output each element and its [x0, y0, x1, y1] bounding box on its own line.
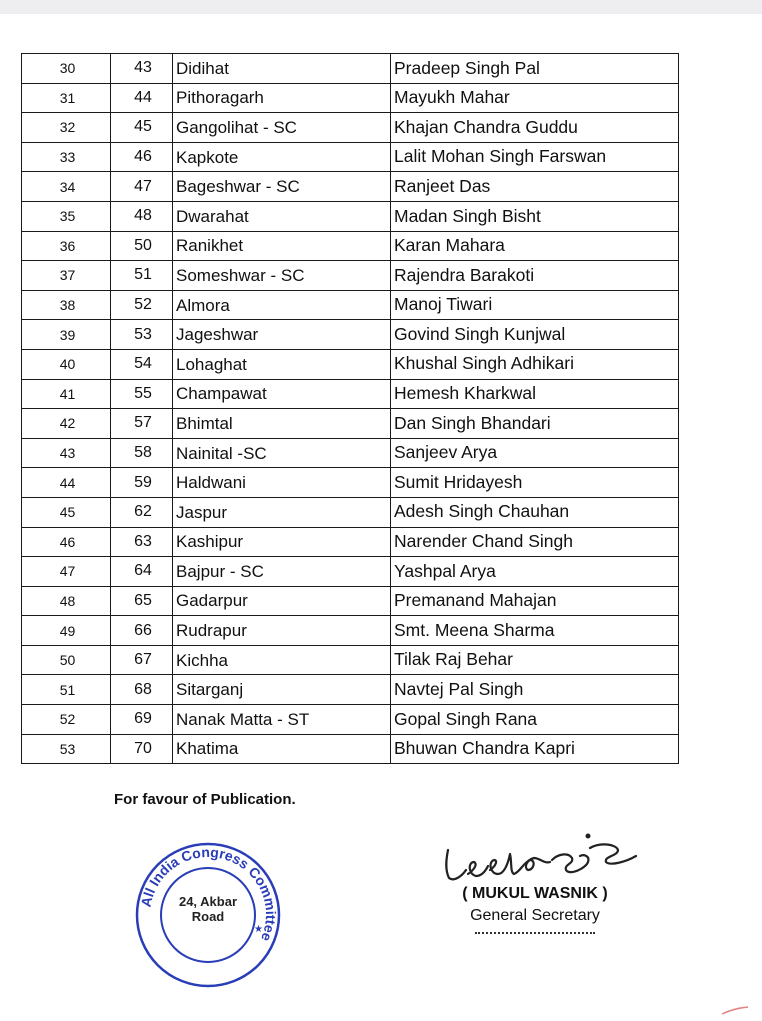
serial-number-cell: 30 — [22, 54, 111, 84]
cut-off-text-line — [475, 929, 595, 935]
table-row — [22, 83, 679, 113]
signature — [440, 826, 650, 886]
publication-note: For favour of Publication. — [114, 791, 296, 808]
seal-ring-text: All India Congress Committee — [137, 843, 280, 944]
ac-number-cell: 57 — [111, 409, 173, 439]
ac-number-cell: 43 — [111, 54, 173, 84]
ac-number-cell: 68 — [111, 675, 173, 705]
signatory-name: ( MUKUL WASNIK ) — [462, 885, 608, 902]
table-row — [22, 349, 679, 379]
constituency-cell: Nainital -SC — [173, 438, 391, 468]
serial-number-cell: 45 — [22, 497, 111, 527]
ac-number-cell: 45 — [111, 113, 173, 143]
candidate-name-cell: Gopal Singh Rana — [391, 705, 679, 735]
ac-number-cell: 53 — [111, 320, 173, 350]
serial-number-cell: 37 — [22, 261, 111, 291]
table-row — [22, 261, 679, 291]
ac-number-cell: 64 — [111, 557, 173, 587]
constituency-cell: Pithoragarh — [173, 83, 391, 113]
candidate-name-cell: Sanjeev Arya — [391, 438, 679, 468]
candidate-name-cell: Khajan Chandra Guddu — [391, 113, 679, 143]
candidate-name-cell: Sumit Hridayesh — [391, 468, 679, 498]
constituency-cell: Gadarpur — [173, 586, 391, 616]
serial-number-cell: 49 — [22, 616, 111, 646]
candidate-name-cell: Narender Chand Singh — [391, 527, 679, 557]
table-row — [22, 142, 679, 172]
candidate-table — [21, 53, 679, 764]
candidate-name-cell: Hemesh Kharkwal — [391, 379, 679, 409]
ac-number-cell: 69 — [111, 705, 173, 735]
ac-number-cell: 59 — [111, 468, 173, 498]
ac-number-cell: 65 — [111, 586, 173, 616]
serial-number-cell: 34 — [22, 172, 111, 202]
table-row — [22, 497, 679, 527]
candidate-name-cell: Ranjeet Das — [391, 172, 679, 202]
ac-number-cell: 62 — [111, 497, 173, 527]
ac-number-cell: 63 — [111, 527, 173, 557]
candidate-name-cell: Pradeep Singh Pal — [391, 54, 679, 84]
candidate-name-cell: Rajendra Barakoti — [391, 261, 679, 291]
serial-number-cell: 46 — [22, 527, 111, 557]
constituency-cell: Bageshwar - SC — [173, 172, 391, 202]
candidate-name-cell: Govind Singh Kunjwal — [391, 320, 679, 350]
constituency-cell: Jaspur — [173, 497, 391, 527]
table-row — [22, 409, 679, 439]
ac-number-cell: 66 — [111, 616, 173, 646]
table-row — [22, 290, 679, 320]
constituency-cell: Almora — [173, 290, 391, 320]
table-row — [22, 734, 679, 764]
ac-number-cell: 47 — [111, 172, 173, 202]
candidate-name-cell: Khushal Singh Adhikari — [391, 349, 679, 379]
candidate-name-cell: Dan Singh Bhandari — [391, 409, 679, 439]
candidate-name-cell: Madan Singh Bisht — [391, 201, 679, 231]
seal-address-line1: 24, Akbar — [178, 894, 238, 909]
serial-number-cell: 51 — [22, 675, 111, 705]
constituency-cell: Champawat — [173, 379, 391, 409]
serial-number-cell: 38 — [22, 290, 111, 320]
ac-number-cell: 67 — [111, 645, 173, 675]
constituency-cell: Sitarganj — [173, 675, 391, 705]
serial-number-cell: 32 — [22, 113, 111, 143]
table-row — [22, 675, 679, 705]
table-row — [22, 379, 679, 409]
ac-number-cell: 55 — [111, 379, 173, 409]
constituency-cell: Kapkote — [173, 142, 391, 172]
serial-number-cell: 41 — [22, 379, 111, 409]
table-row — [22, 438, 679, 468]
ac-number-cell: 70 — [111, 734, 173, 764]
serial-number-cell: 33 — [22, 142, 111, 172]
constituency-cell: Bajpur - SC — [173, 557, 391, 587]
ac-number-cell: 54 — [111, 349, 173, 379]
table-row — [22, 468, 679, 498]
candidate-name-cell: Karan Mahara — [391, 231, 679, 261]
table-row — [22, 557, 679, 587]
candidate-name-cell: Smt. Meena Sharma — [391, 616, 679, 646]
serial-number-cell: 53 — [22, 734, 111, 764]
signatory-title: General Secretary — [470, 907, 600, 924]
committee-seal — [133, 840, 283, 944]
serial-number-cell: 39 — [22, 320, 111, 350]
top-bar — [0, 0, 762, 14]
serial-number-cell: 47 — [22, 557, 111, 587]
constituency-cell: Dwarahat — [173, 201, 391, 231]
table-row — [22, 231, 679, 261]
constituency-cell: Bhimtal — [173, 409, 391, 439]
table-row — [22, 201, 679, 231]
table-row — [22, 172, 679, 202]
candidate-name-cell: Lalit Mohan Singh Farswan — [391, 142, 679, 172]
constituency-cell: Khatima — [173, 734, 391, 764]
serial-number-cell: 52 — [22, 705, 111, 735]
constituency-cell: Didihat — [173, 54, 391, 84]
table-row — [22, 586, 679, 616]
corner-mark — [720, 1003, 750, 1013]
candidate-name-cell: Yashpal Arya — [391, 557, 679, 587]
seal-address-line2: Road — [191, 909, 225, 924]
candidate-name-cell: Premanand Mahajan — [391, 586, 679, 616]
candidate-name-cell: Bhuwan Chandra Kapri — [391, 734, 679, 764]
table-row — [22, 527, 679, 557]
candidate-name-cell: Navtej Pal Singh — [391, 675, 679, 705]
candidate-name-cell: Tilak Raj Behar — [391, 645, 679, 675]
ac-number-cell: 52 — [111, 290, 173, 320]
serial-number-cell: 36 — [22, 231, 111, 261]
constituency-cell: Gangolihat - SC — [173, 113, 391, 143]
constituency-cell: Haldwani — [173, 468, 391, 498]
constituency-cell: Lohaghat — [173, 349, 391, 379]
serial-number-cell: 44 — [22, 468, 111, 498]
table-row — [22, 54, 679, 84]
table-row — [22, 705, 679, 735]
ac-number-cell: 51 — [111, 261, 173, 291]
table-row — [22, 645, 679, 675]
candidate-name-cell: Adesh Singh Chauhan — [391, 497, 679, 527]
constituency-cell: Jageshwar — [173, 320, 391, 350]
constituency-cell: Rudrapur — [173, 616, 391, 646]
ac-number-cell: 48 — [111, 201, 173, 231]
serial-number-cell: 35 — [22, 201, 111, 231]
constituency-cell: Nanak Matta - ST — [173, 705, 391, 735]
serial-number-cell: 43 — [22, 438, 111, 468]
serial-number-cell: 40 — [22, 349, 111, 379]
table-row — [22, 320, 679, 350]
constituency-cell: Someshwar - SC — [173, 261, 391, 291]
candidate-name-cell: Mayukh Mahar — [391, 83, 679, 113]
serial-number-cell: 31 — [22, 83, 111, 113]
seal-star-icon: ★ — [254, 924, 263, 935]
ac-number-cell: 50 — [111, 231, 173, 261]
table-row — [22, 616, 679, 646]
serial-number-cell: 42 — [22, 409, 111, 439]
constituency-cell: Ranikhet — [173, 231, 391, 261]
table-row — [22, 113, 679, 143]
serial-number-cell: 48 — [22, 586, 111, 616]
ac-number-cell: 44 — [111, 83, 173, 113]
ac-number-cell: 58 — [111, 438, 173, 468]
signatory-block — [440, 883, 630, 927]
serial-number-cell: 50 — [22, 645, 111, 675]
constituency-cell: Kashipur — [173, 527, 391, 557]
ac-number-cell: 46 — [111, 142, 173, 172]
candidate-name-cell: Manoj Tiwari — [391, 290, 679, 320]
constituency-cell: Kichha — [173, 645, 391, 675]
